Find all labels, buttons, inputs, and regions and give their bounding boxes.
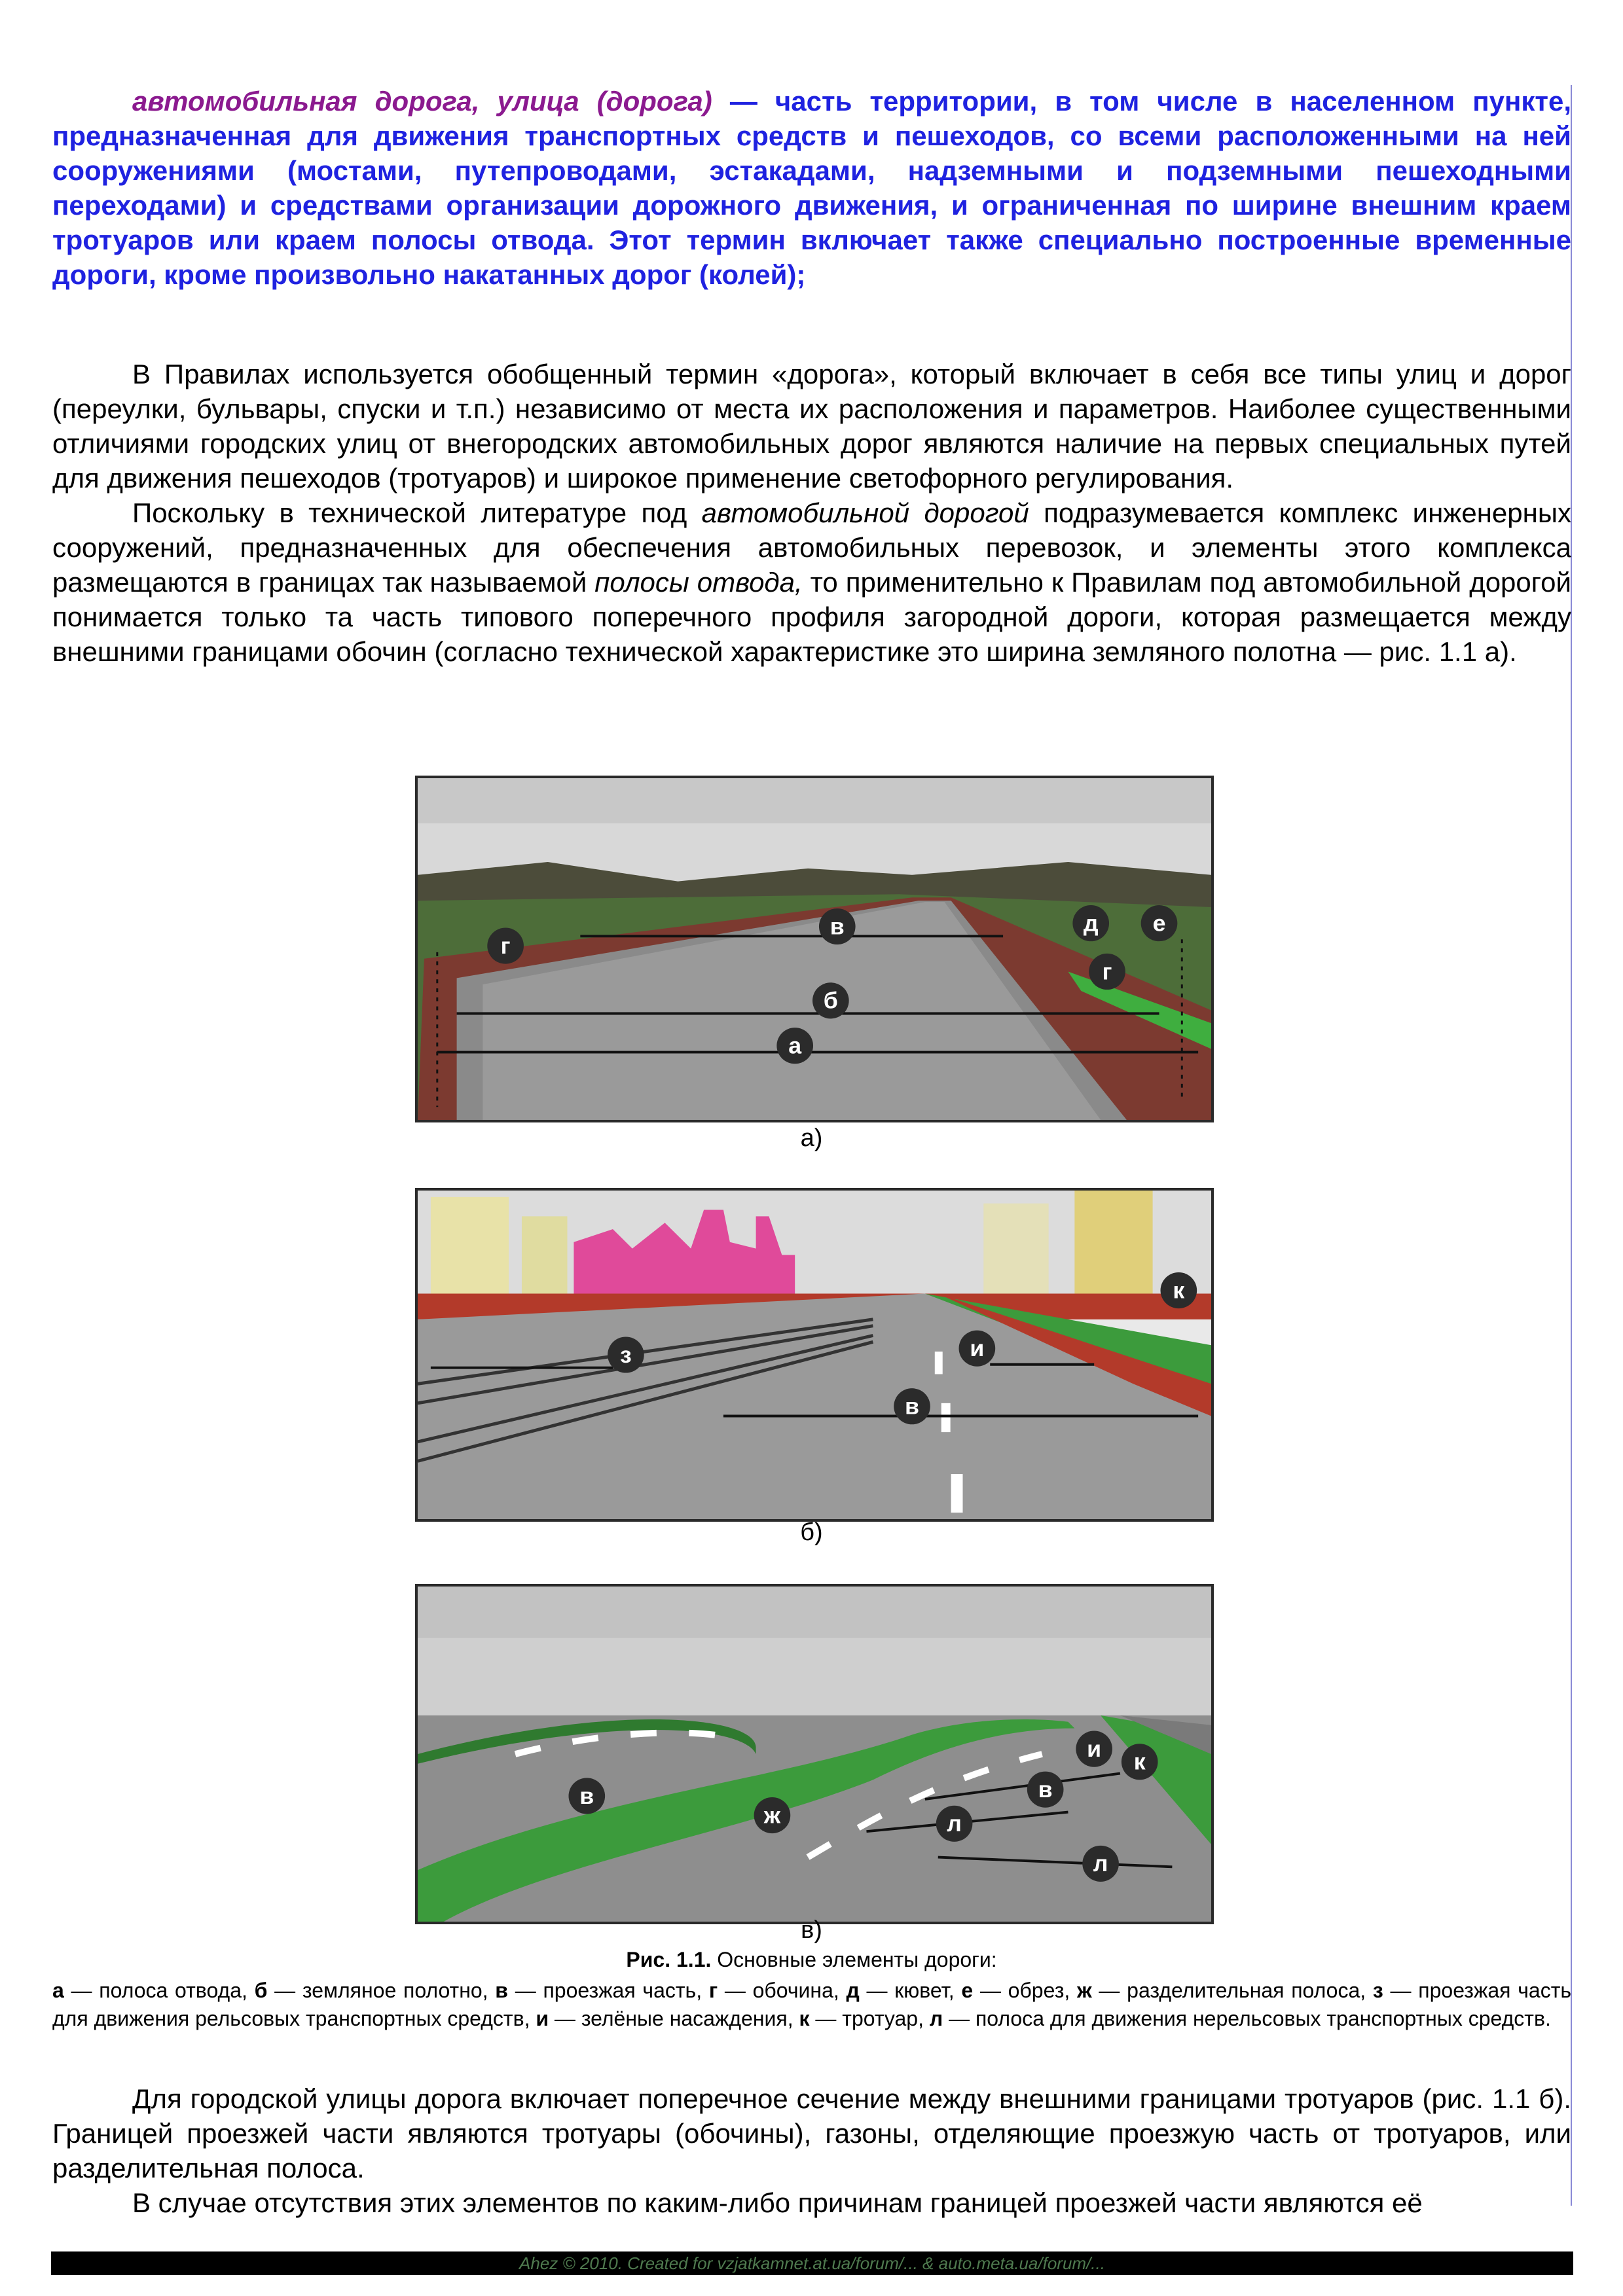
mark-a-g-left: г	[500, 933, 511, 959]
definition-paragraph	[52, 84, 1571, 292]
mark-c-zh: ж	[763, 1802, 781, 1829]
body-text-lower	[52, 2081, 1571, 2220]
mark-c-i: и	[1087, 1736, 1102, 1762]
figure-caption-prefix: Рис. 1.1.	[626, 1948, 712, 1971]
definition-term: автомобильная дорога, улица (дорога)	[132, 86, 712, 117]
paragraph-4: В случае отсутствия этих элементов по каким-либо причинам границей проезжей части являются её	[132, 2187, 1423, 2218]
body-text-upper	[52, 357, 1571, 669]
figure-a-country-road	[415, 776, 1214, 1122]
footer-credit: Ahez © 2010. Created for vzjatkamnet.at.ua/forum/... & auto.meta.ua/forum/...	[51, 2251, 1573, 2275]
figure-caption	[0, 1948, 1623, 1972]
mark-b-k: к	[1173, 1277, 1185, 1304]
figure-c-divided-road	[415, 1584, 1214, 1924]
mark-a-g-right: г	[1102, 958, 1112, 985]
mark-c-v-right: в	[1038, 1776, 1053, 1803]
figure-c-illustration	[418, 1587, 1211, 1922]
mark-b-i: и	[970, 1335, 985, 1361]
figure-caption-title: Основные элементы дороги:	[711, 1948, 997, 1971]
figure-a-illustration	[418, 778, 1211, 1120]
figure-b-illustration	[418, 1191, 1211, 1519]
mark-b-v: в	[905, 1393, 920, 1420]
mark-a-a: а	[788, 1032, 802, 1059]
mark-a-d: д	[1083, 910, 1099, 937]
definition-text: — часть территории, в том числе в населенном пункте, предназначенная для движения транспортных средств и пешеходов, со всеми расположенными на ней сооружениями (мостами, путепроводами, эстакадами, надземными и подземными пешеходными переходами) и средствами организации дорожного движения, и ограниченная по ширине внешним краем тротуаров или краем полосы отвода. Этот термин включает также специально построенные временные дороги, кроме произвольно накатанных дорог (колей);	[52, 86, 1571, 290]
figure-a-label: а)	[800, 1124, 823, 1152]
paragraph-2: Поскольку в технической литературе под автомобильной дорогой подразумевается комплекс инженерных сооружений, предназначенных для обеспечения автомобильных перевозок, и элементы этого комплекса размещаются в границах так называемой полосы отвода, то применительно к Правилам под автомобильной дорогой понимается только та часть типового поперечного профиля загородной дороги, которая размещается между внешними границами обочин (согласно технической характеристике это ширина земляного полотна — рис. 1.1 а).	[52, 497, 1572, 667]
figure-c-label: в)	[801, 1916, 822, 1944]
mark-c-l-lower: л	[1093, 1850, 1108, 1877]
mark-c-k: к	[1133, 1748, 1146, 1775]
mark-a-v: в	[830, 913, 845, 940]
mark-c-l-upper: л	[947, 1810, 962, 1837]
mark-a-e: е	[1152, 910, 1166, 937]
figure-b-label: б)	[800, 1518, 823, 1546]
mark-b-z: з	[620, 1341, 632, 1368]
paragraph-1: В Правилах используется обобщенный термин «дорога», который включает в себя все типы улиц и дорог (переулки, бульвары, спуски и т.п.) независимо от места их расположения и параметров. Наиболее существенными отличиями городских улиц от внегородских автомобильных дорог являются наличие на первых специальных путей для движения пешеходов (тротуаров) и широкое применение светофорного регулирования.	[52, 359, 1571, 493]
paragraph-3: Для городской улицы дорога включает поперечное сечение между внешними границами тротуаров (рис. 1.1 б). Границей проезжей части являются тротуары (обочины), газоны, отделяющие проезжую часть от тротуаров, или разделительная полоса.	[52, 2083, 1571, 2183]
figure-b-city-street	[415, 1188, 1214, 1522]
mark-c-v-left: в	[579, 1782, 594, 1809]
figure-legend: а — полоса отвода, б — земляное полотно, в — проезжая часть, г — обочина, д — кювет, е — обрез, ж — разделительная полоса, з — проезжая часть для движения рельсовых транспортных средств, и — зелёные насаждения, к — тротуар, л — полоса для движения нерельсовых транспортных средств.	[52, 1979, 1572, 2030]
mark-a-b: б	[823, 987, 838, 1014]
definition-block	[52, 84, 1571, 292]
